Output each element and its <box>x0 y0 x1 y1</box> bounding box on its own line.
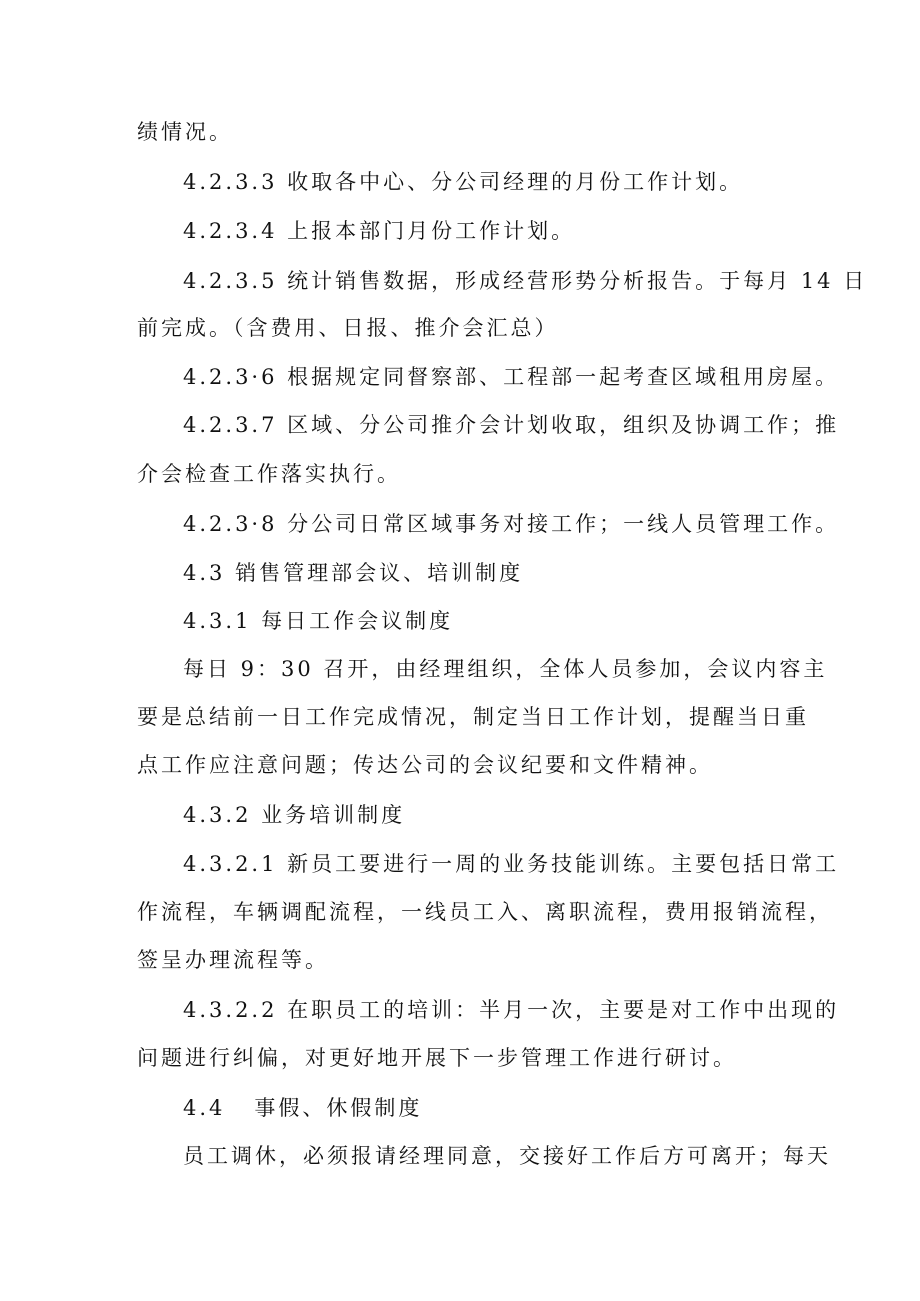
text-line: 作流程，车辆调配流程，一线员工入、离职流程，费用报销流程， <box>137 900 833 924</box>
text-line: 4.2.3.4 上报本部门月份工作计划。 <box>183 219 576 243</box>
text-line: 4.3.2.2 在职员工的培训：半月一次，主要是对工作中出现的 <box>183 998 840 1022</box>
text-line: 介会检查工作落实执行。 <box>137 462 401 486</box>
text-line: 要是总结前一日工作完成情况，制定当日工作计划，提醒当日重 <box>137 705 809 729</box>
text-line: 4.2.3·8 分公司日常区域事务对接工作；一线人员管理工作。 <box>183 512 840 536</box>
text-line: 每日 9：30 召开，由经理组织，全体人员参加，会议内容主 <box>183 657 828 681</box>
subsection-heading: 4.3.2 业务培训制度 <box>183 803 406 827</box>
section-heading: 4.4 事假、休假制度 <box>183 1096 423 1120</box>
text-line: 绩情况。 <box>137 120 233 144</box>
text-line: 点工作应注意问题；传达公司的会议纪要和文件精神。 <box>137 753 713 777</box>
text-line: 问题进行纠偏，对更好地开展下一步管理工作进行研讨。 <box>137 1046 737 1070</box>
text-line: 签呈办理流程等。 <box>137 948 329 972</box>
text-line: 4.2.3.5 统计销售数据，形成经营形势分析报告。于每月 14 日 <box>183 269 868 293</box>
text-line: 4.2.3.7 区域、分公司推介会计划收取，组织及协调工作；推 <box>183 413 840 437</box>
text-line: 员工调休，必须报请经理同意，交接好工作后方可离开；每天 <box>183 1144 831 1168</box>
subsection-heading: 4.3.1 每日工作会议制度 <box>183 609 454 633</box>
text-line: 4.3.2.1 新员工要进行一周的业务技能训练。主要包括日常工 <box>183 852 840 876</box>
text-line: 4.2.3·6 根据规定同督察部、工程部一起考查区域租用房屋。 <box>183 365 840 389</box>
text-line: 4.2.3.3 收取各中心、分公司经理的月份工作计划。 <box>183 170 744 194</box>
text-line: 前完成。（含费用、日报、推介会汇总） <box>137 316 559 340</box>
section-heading: 4.3 销售管理部会议、培训制度 <box>183 561 524 585</box>
